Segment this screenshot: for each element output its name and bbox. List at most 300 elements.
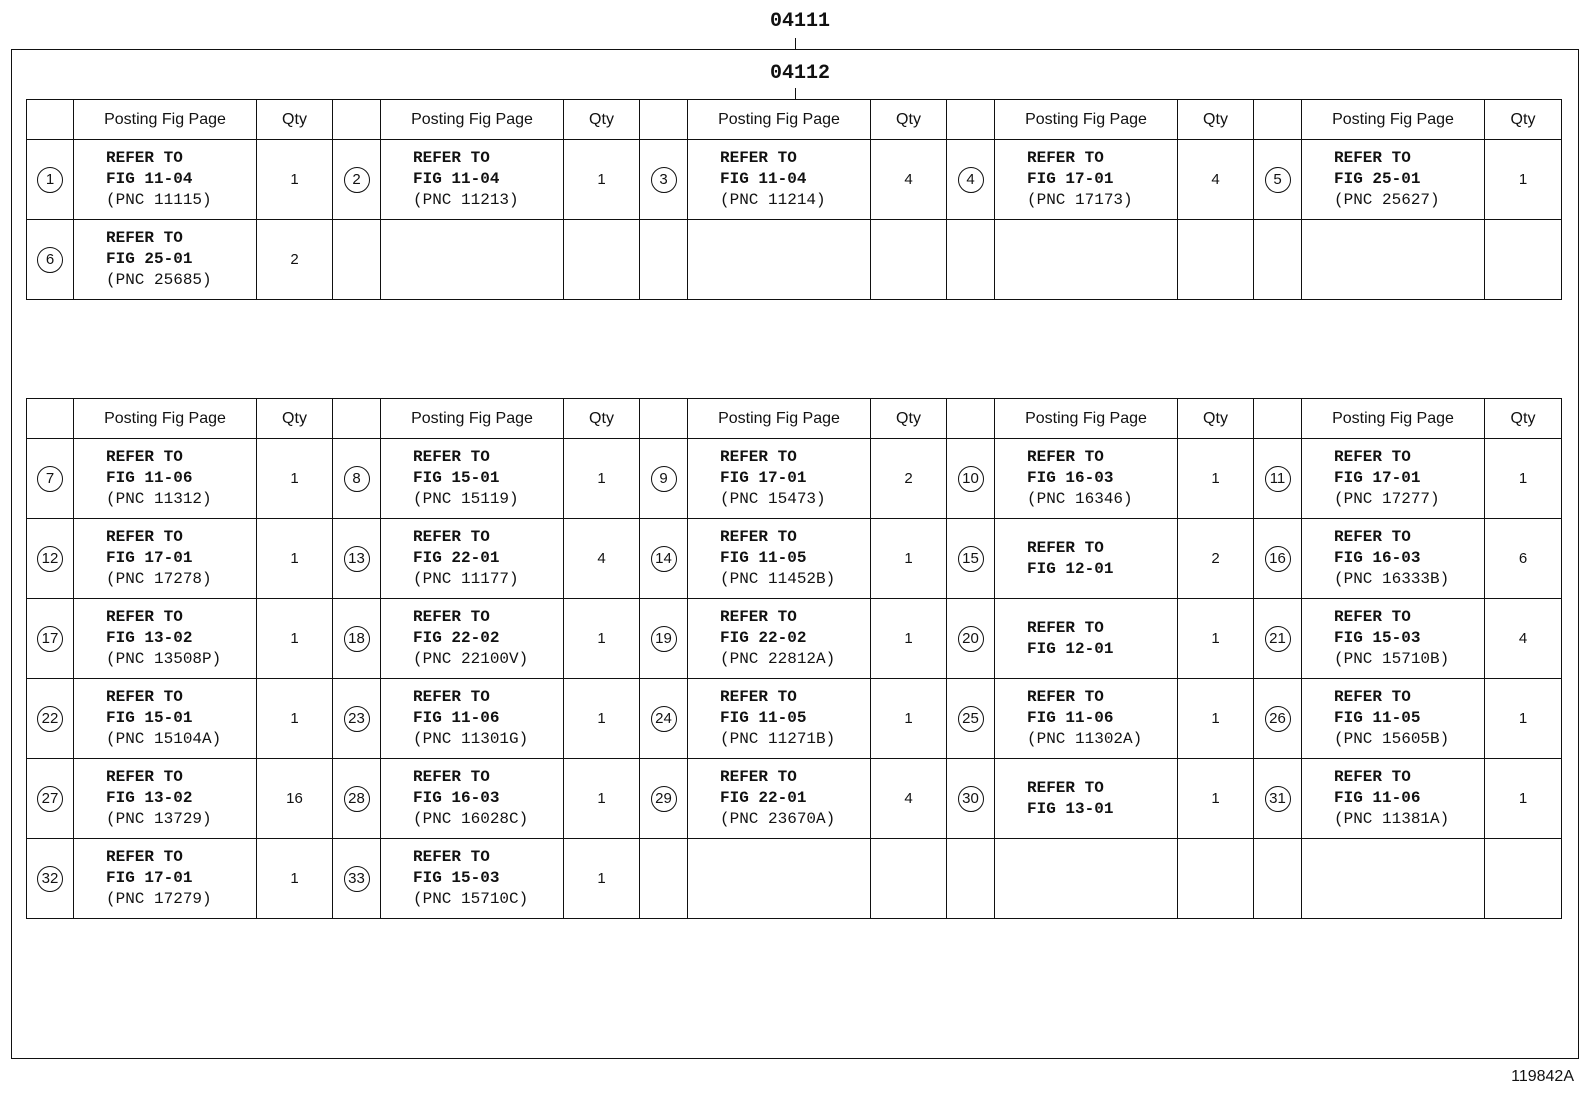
pnc-line: (PNC 25685) — [106, 271, 212, 289]
pnc-line: (PNC 11115) — [106, 191, 212, 209]
qty-value: 1 — [1211, 790, 1220, 807]
posting-fig-page-cell — [74, 439, 257, 519]
qty-value: 1 — [597, 171, 606, 188]
qty-value: 4 — [1211, 171, 1220, 188]
refer-to-text — [381, 447, 563, 510]
refer-line: REFER TO — [1027, 448, 1104, 466]
callout-number: 20 — [958, 626, 984, 652]
refer-line: REFER TO — [1334, 528, 1411, 546]
callout-number: 14 — [651, 546, 677, 572]
posting-fig-page-cell — [995, 140, 1178, 220]
ref-number-cell — [333, 599, 381, 679]
pnc-line: (PNC 11312) — [106, 490, 212, 508]
fig-line: FIG 16-03 — [1334, 549, 1421, 567]
ref-number-cell — [333, 439, 381, 519]
posting-fig-page-cell — [995, 759, 1178, 839]
qty-cell — [1178, 599, 1254, 679]
refer-line: REFER TO — [106, 768, 183, 786]
callout-number: 23 — [344, 706, 370, 732]
qty-value: 1 — [290, 870, 299, 887]
posting-fig-page-cell — [74, 679, 257, 759]
refer-line: REFER TO — [106, 229, 183, 247]
ref-number-cell — [333, 519, 381, 599]
posting-fig-page-header: Posting Fig Page — [1302, 100, 1485, 140]
qty-cell — [1485, 759, 1562, 839]
fig-line: FIG 11-05 — [720, 549, 807, 567]
callout-number: 6 — [37, 247, 63, 273]
posting-fig-page-cell — [1302, 140, 1485, 220]
table-row — [27, 439, 1562, 519]
fig-line: FIG 17-01 — [1027, 170, 1114, 188]
callout-number: 13 — [344, 546, 370, 572]
fig-line: FIG 25-01 — [106, 250, 193, 268]
fig-line: FIG 11-06 — [1027, 709, 1114, 727]
qty-cell — [871, 599, 947, 679]
qty-cell — [1178, 839, 1254, 919]
qty-value: 1 — [904, 550, 913, 567]
qty-cell — [564, 599, 640, 679]
refer-to-text — [995, 778, 1177, 820]
refer-line: REFER TO — [720, 688, 797, 706]
fig-line: FIG 17-01 — [1334, 469, 1421, 487]
pnc-line: (PNC 15473) — [720, 490, 826, 508]
qty-value: 2 — [290, 251, 299, 268]
fig-line: FIG 13-02 — [106, 789, 193, 807]
qty-value: 4 — [597, 550, 606, 567]
callout-number: 32 — [37, 866, 63, 892]
qty-cell — [871, 679, 947, 759]
qty-cell — [257, 839, 333, 919]
posting-fig-page-header: Posting Fig Page — [995, 399, 1178, 439]
refer-line: REFER TO — [413, 448, 490, 466]
fig-line: FIG 17-01 — [106, 549, 193, 567]
refer-to-text — [1302, 767, 1484, 830]
pnc-line: (PNC 15710C) — [413, 890, 529, 908]
callout-number: 31 — [1265, 786, 1291, 812]
sub-assembly-number: 04112 — [770, 62, 831, 85]
refer-to-text — [1302, 148, 1484, 211]
refer-line: REFER TO — [1334, 688, 1411, 706]
qty-cell — [1485, 140, 1562, 220]
pnc-line: (PNC 11214) — [720, 191, 826, 209]
fig-line: FIG 13-01 — [1027, 799, 1114, 818]
refer-line: REFER TO — [1334, 608, 1411, 626]
callout-number: 22 — [37, 706, 63, 732]
table-row — [27, 140, 1562, 220]
posting-fig-page-cell — [381, 439, 564, 519]
refer-line: REFER TO — [1027, 149, 1104, 167]
ref-number-cell — [27, 679, 74, 759]
qty-cell — [1178, 679, 1254, 759]
refer-line: REFER TO — [720, 528, 797, 546]
posting-fig-page-cell — [74, 220, 257, 300]
posting-fig-page-cell — [995, 519, 1178, 599]
ref-number-header — [640, 399, 688, 439]
refer-line: REFER TO — [106, 688, 183, 706]
fig-line: FIG 15-03 — [1334, 629, 1421, 647]
ref-number-cell — [947, 220, 995, 300]
table-row — [27, 220, 1562, 300]
callout-number: 16 — [1265, 546, 1291, 572]
callout-number: 5 — [1265, 167, 1291, 193]
ref-number-cell — [947, 839, 995, 919]
refer-line: REFER TO — [720, 149, 797, 167]
callout-number: 8 — [344, 466, 370, 492]
refer-to-text — [381, 527, 563, 590]
refer-line: REFER TO — [720, 768, 797, 786]
fig-line: FIG 11-04 — [106, 170, 193, 188]
posting-fig-page-cell — [1302, 839, 1485, 919]
qty-cell — [257, 220, 333, 300]
ref-number-cell — [27, 599, 74, 679]
ref-number-cell — [27, 439, 74, 519]
table-row — [27, 759, 1562, 839]
ref-number-header — [27, 399, 74, 439]
qty-cell — [564, 759, 640, 839]
posting-fig-page-cell — [74, 599, 257, 679]
refer-line: REFER TO — [413, 768, 490, 786]
refer-to-text — [995, 687, 1177, 750]
ref-number-cell — [947, 519, 995, 599]
callout-number: 15 — [958, 546, 984, 572]
pnc-line: (PNC 13508P) — [106, 650, 222, 668]
fig-line: FIG 11-05 — [1334, 709, 1421, 727]
qty-cell — [257, 519, 333, 599]
refer-line: REFER TO — [413, 688, 490, 706]
posting-fig-page-cell — [381, 679, 564, 759]
posting-fig-page-header: Posting Fig Page — [74, 399, 257, 439]
ref-number-header — [333, 399, 381, 439]
refer-to-text — [74, 687, 256, 750]
qty-cell — [564, 679, 640, 759]
qty-cell — [564, 839, 640, 919]
posting-fig-page-cell — [74, 140, 257, 220]
callout-number: 18 — [344, 626, 370, 652]
fig-line: FIG 22-02 — [413, 629, 500, 647]
callout-number: 10 — [958, 466, 984, 492]
qty-value: 1 — [290, 710, 299, 727]
ref-number-header — [640, 100, 688, 140]
refer-to-text — [381, 847, 563, 910]
qty-cell — [871, 839, 947, 919]
qty-value: 2 — [904, 470, 913, 487]
ref-number-header — [333, 100, 381, 140]
refer-to-text — [1302, 607, 1484, 670]
pnc-line: (PNC 11271B) — [720, 730, 836, 748]
qty-cell — [564, 439, 640, 519]
refer-line: REFER TO — [413, 149, 490, 167]
qty-cell — [1485, 839, 1562, 919]
ref-number-cell — [333, 140, 381, 220]
callout-number: 11 — [1265, 466, 1291, 492]
pnc-line: (PNC 16346) — [1027, 490, 1133, 508]
callout-number: 25 — [958, 706, 984, 732]
qty-header: Qty — [1178, 399, 1254, 439]
refer-line: REFER TO — [1027, 538, 1104, 557]
callout-number: 3 — [651, 167, 677, 193]
refer-to-text — [74, 847, 256, 910]
refer-to-text — [995, 618, 1177, 660]
table-row — [27, 839, 1562, 919]
callout-number: 33 — [344, 866, 370, 892]
qty-header: Qty — [1485, 100, 1562, 140]
posting-fig-page-cell — [74, 839, 257, 919]
posting-fig-page-cell — [688, 220, 871, 300]
posting-fig-page-cell — [1302, 439, 1485, 519]
pnc-line: (PNC 11301G) — [413, 730, 529, 748]
qty-value: 1 — [904, 710, 913, 727]
pnc-line: (PNC 11302A) — [1027, 730, 1143, 748]
ref-number-cell — [1254, 599, 1302, 679]
refer-line: REFER TO — [720, 608, 797, 626]
posting-fig-page-cell — [688, 439, 871, 519]
refer-to-text — [688, 527, 870, 590]
qty-value: 1 — [1211, 630, 1220, 647]
qty-header: Qty — [257, 100, 333, 140]
posting-fig-page-cell — [381, 839, 564, 919]
posting-fig-page-cell — [688, 839, 871, 919]
posting-fig-page-cell — [995, 839, 1178, 919]
refer-to-text — [74, 228, 256, 291]
qty-value: 1 — [597, 470, 606, 487]
callout-number: 4 — [958, 167, 984, 193]
qty-cell — [564, 519, 640, 599]
posting-fig-page-cell — [381, 220, 564, 300]
header-row — [27, 100, 1562, 140]
callout-number: 19 — [651, 626, 677, 652]
posting-fig-page-cell — [1302, 679, 1485, 759]
pnc-line: (PNC 15710B) — [1334, 650, 1450, 668]
qty-value: 1 — [1518, 470, 1528, 487]
refer-to-text — [995, 447, 1177, 510]
qty-header: Qty — [1178, 100, 1254, 140]
qty-cell — [1485, 679, 1562, 759]
fig-line: FIG 11-05 — [720, 709, 807, 727]
callout-number: 17 — [37, 626, 63, 652]
posting-fig-page-cell — [381, 140, 564, 220]
ref-number-cell — [640, 839, 688, 919]
qty-header: Qty — [1485, 399, 1562, 439]
pnc-line: (PNC 11177) — [413, 570, 519, 588]
fig-line: FIG 16-03 — [1027, 469, 1114, 487]
ref-number-cell — [1254, 679, 1302, 759]
fig-line: FIG 25-01 — [1334, 170, 1421, 188]
qty-value: 1 — [290, 470, 299, 487]
qty-value: 1 — [1211, 470, 1220, 487]
refer-to-text — [74, 607, 256, 670]
refer-to-text — [1302, 687, 1484, 750]
pnc-line: (PNC 11381A) — [1334, 810, 1450, 828]
refer-to-text — [995, 148, 1177, 211]
pnc-line: (PNC 15119) — [413, 490, 519, 508]
posting-fig-page-header: Posting Fig Page — [995, 100, 1178, 140]
ref-number-cell — [640, 220, 688, 300]
qty-value: 1 — [597, 710, 606, 727]
refer-to-text — [381, 607, 563, 670]
fig-line: FIG 16-03 — [413, 789, 500, 807]
posting-fig-page-cell — [381, 599, 564, 679]
qty-header: Qty — [564, 100, 640, 140]
ref-number-cell — [27, 759, 74, 839]
qty-cell — [564, 220, 640, 300]
pnc-line: (PNC 11213) — [413, 191, 519, 209]
refer-line: REFER TO — [720, 448, 797, 466]
qty-value: 1 — [597, 630, 606, 647]
refer-line: REFER TO — [106, 848, 183, 866]
qty-cell — [871, 759, 947, 839]
header-row — [27, 399, 1562, 439]
table-row — [27, 519, 1562, 599]
pnc-line: (PNC 25627) — [1334, 191, 1440, 209]
fig-line: FIG 12-01 — [1027, 559, 1114, 578]
refer-to-text — [688, 607, 870, 670]
qty-value: 2 — [1211, 550, 1220, 567]
refer-line: REFER TO — [1334, 768, 1411, 786]
callout-number: 2 — [344, 167, 370, 193]
qty-cell — [257, 140, 333, 220]
qty-cell — [257, 439, 333, 519]
qty-cell — [871, 519, 947, 599]
callout-number: 21 — [1265, 626, 1291, 652]
ref-number-cell — [333, 679, 381, 759]
qty-cell — [257, 599, 333, 679]
ref-number-cell — [640, 679, 688, 759]
pnc-line: (PNC 16028C) — [413, 810, 529, 828]
ref-number-header — [27, 100, 74, 140]
ref-number-header — [1254, 399, 1302, 439]
refer-to-text — [74, 447, 256, 510]
fig-line: FIG 15-03 — [413, 869, 500, 887]
ref-number-cell — [27, 140, 74, 220]
ref-number-cell — [1254, 759, 1302, 839]
refer-to-text — [74, 767, 256, 830]
fig-line: FIG 22-02 — [720, 629, 807, 647]
qty-cell — [1485, 220, 1562, 300]
pnc-line: (PNC 15605B) — [1334, 730, 1450, 748]
refer-line: REFER TO — [1027, 618, 1104, 637]
ref-number-cell — [1254, 439, 1302, 519]
refer-line: REFER TO — [106, 528, 183, 546]
ref-number-cell — [947, 679, 995, 759]
refer-to-text — [688, 148, 870, 211]
callout-number: 1 — [37, 167, 63, 193]
qty-cell — [1178, 519, 1254, 599]
qty-value: 1 — [597, 870, 606, 887]
ref-number-cell — [640, 439, 688, 519]
posting-fig-page-header: Posting Fig Page — [381, 399, 564, 439]
qty-cell — [1178, 759, 1254, 839]
callout-number: 28 — [344, 786, 370, 812]
ref-number-cell — [640, 599, 688, 679]
refer-line: REFER TO — [1334, 448, 1411, 466]
refer-line: REFER TO — [106, 149, 183, 167]
fig-line: FIG 11-04 — [413, 170, 500, 188]
refer-line: REFER TO — [106, 448, 183, 466]
qty-value: 6 — [1518, 550, 1528, 567]
ref-number-cell — [1254, 220, 1302, 300]
qty-cell — [871, 140, 947, 220]
ref-number-cell — [947, 140, 995, 220]
posting-fig-page-cell — [1302, 599, 1485, 679]
fig-line: FIG 11-06 — [106, 469, 193, 487]
refer-to-text — [381, 687, 563, 750]
posting-fig-page-header: Posting Fig Page — [688, 399, 871, 439]
ref-number-cell — [27, 839, 74, 919]
qty-value: 1 — [290, 550, 299, 567]
posting-fig-page-cell — [688, 599, 871, 679]
callout-number: 24 — [651, 706, 677, 732]
refer-line: REFER TO — [1334, 149, 1411, 167]
qty-cell — [564, 140, 640, 220]
qty-cell — [257, 759, 333, 839]
refer-line: REFER TO — [413, 608, 490, 626]
pnc-line: (PNC 17277) — [1334, 490, 1440, 508]
qty-value: 4 — [904, 171, 913, 188]
ref-number-cell — [947, 759, 995, 839]
refer-line: REFER TO — [413, 848, 490, 866]
qty-value: 1 — [1518, 790, 1528, 807]
posting-fig-page-cell — [74, 519, 257, 599]
ref-number-cell — [640, 759, 688, 839]
ref-number-cell — [27, 519, 74, 599]
posting-fig-page-cell — [995, 679, 1178, 759]
pnc-line: (PNC 16333B) — [1334, 570, 1450, 588]
fig-line: FIG 15-01 — [413, 469, 500, 487]
posting-fig-page-cell — [688, 759, 871, 839]
fig-line: FIG 17-01 — [720, 469, 807, 487]
parts-table-2 — [26, 398, 1562, 919]
table-row — [27, 599, 1562, 679]
pnc-line: (PNC 11452B) — [720, 570, 836, 588]
pnc-line: (PNC 17279) — [106, 890, 212, 908]
figure-code: 119842A — [1511, 1068, 1574, 1085]
posting-fig-page-cell — [381, 519, 564, 599]
qty-header: Qty — [871, 100, 947, 140]
ref-number-cell — [27, 220, 74, 300]
qty-value: 1 — [1518, 171, 1528, 188]
qty-value: 1 — [290, 171, 299, 188]
qty-cell — [871, 220, 947, 300]
refer-to-text — [1302, 527, 1484, 590]
fig-line: FIG 13-02 — [106, 629, 193, 647]
posting-fig-page-cell — [688, 140, 871, 220]
posting-fig-page-header: Posting Fig Page — [74, 100, 257, 140]
pnc-line: (PNC 23670A) — [720, 810, 836, 828]
table-row — [27, 679, 1562, 759]
ref-number-cell — [333, 220, 381, 300]
refer-to-text — [688, 687, 870, 750]
refer-to-text — [688, 767, 870, 830]
callout-number: 30 — [958, 786, 984, 812]
qty-cell — [1178, 439, 1254, 519]
ref-number-cell — [333, 839, 381, 919]
posting-fig-page-cell — [995, 439, 1178, 519]
callout-number: 27 — [37, 786, 63, 812]
callout-number: 7 — [37, 466, 63, 492]
parts-table-1 — [26, 99, 1562, 300]
posting-fig-page-header: Posting Fig Page — [1302, 399, 1485, 439]
qty-value: 4 — [1518, 630, 1528, 647]
fig-line: FIG 17-01 — [106, 869, 193, 887]
callout-number: 9 — [651, 466, 677, 492]
ref-number-cell — [640, 140, 688, 220]
qty-cell — [1485, 519, 1562, 599]
callout-number: 12 — [37, 546, 63, 572]
refer-to-text — [381, 767, 563, 830]
pnc-line: (PNC 17173) — [1027, 191, 1133, 209]
refer-line: REFER TO — [1027, 688, 1104, 706]
posting-fig-page-cell — [1302, 759, 1485, 839]
